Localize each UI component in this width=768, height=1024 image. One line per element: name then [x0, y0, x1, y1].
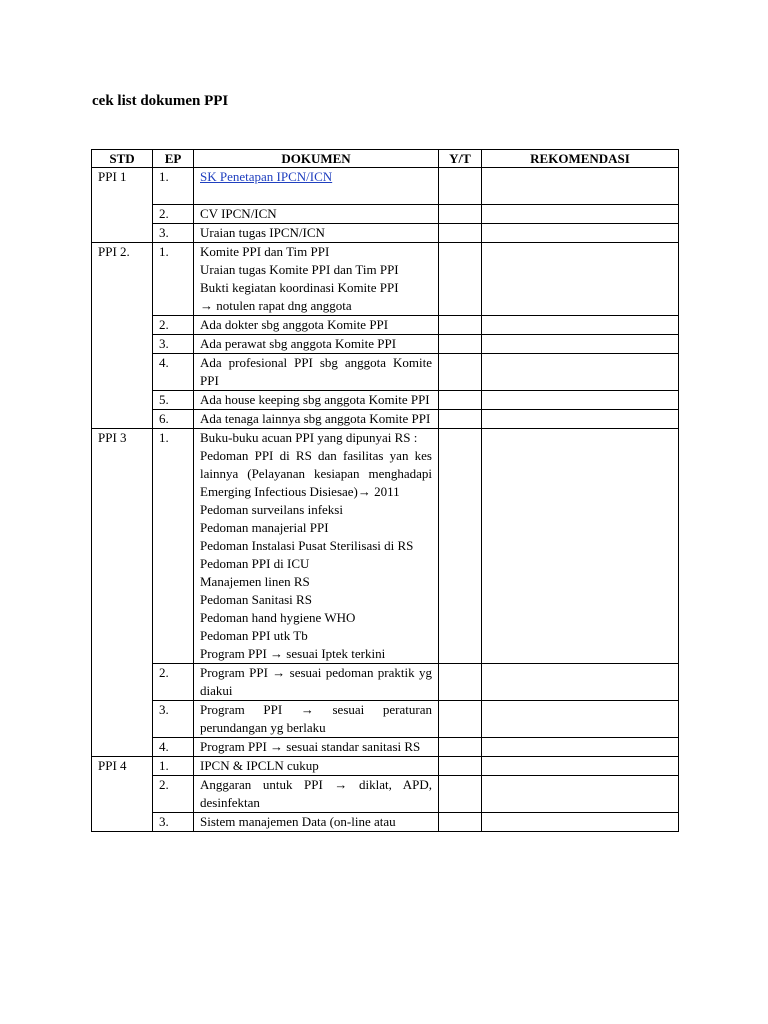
dokumen-cell	[194, 410, 439, 429]
table-row	[92, 224, 679, 243]
dokumen-cell	[194, 429, 439, 664]
table-row	[92, 429, 679, 664]
ep-cell: 1.	[153, 757, 194, 776]
dokumen-line: Uraian tugas Komite PPI dan Tim PPI	[200, 262, 399, 277]
dokumen-cell	[194, 738, 439, 757]
dokumen-line: Pedoman hand hygiene WHO	[200, 610, 356, 625]
header-yt: Y/T	[439, 150, 482, 168]
table-row	[92, 738, 679, 757]
yt-cell[interactable]	[439, 776, 482, 813]
rekomendasi-cell[interactable]	[482, 391, 679, 410]
rekomendasi-cell[interactable]	[482, 224, 679, 243]
dokumen-line: Program PPI → sesuai Iptek terkini	[200, 646, 386, 661]
rekomendasi-cell[interactable]	[482, 316, 679, 335]
dokumen-line: Anggaran untuk PPI → diklat, APD, desinfektan	[200, 777, 432, 810]
dokumen-line: Pedoman Instalasi Pusat Sterilisasi di RS	[200, 538, 414, 553]
dokumen-cell	[194, 664, 439, 701]
table-row	[92, 701, 679, 738]
page-title: cek list dokumen PPI	[92, 93, 229, 109]
ep-cell: 2.	[153, 316, 194, 335]
dokumen-cell	[194, 776, 439, 813]
dokumen-cell	[194, 757, 439, 776]
table-row	[92, 243, 679, 316]
table-row	[92, 757, 679, 776]
dokumen-line: Pedoman manajerial PPI	[200, 520, 329, 535]
ep-cell: 3.	[153, 335, 194, 354]
yt-cell[interactable]	[439, 429, 482, 664]
ep-cell: 4.	[153, 738, 194, 757]
table-row	[92, 168, 679, 205]
yt-cell[interactable]	[439, 813, 482, 832]
yt-cell[interactable]	[439, 410, 482, 429]
checklist-table	[91, 149, 679, 832]
table-row	[92, 410, 679, 429]
yt-cell[interactable]	[439, 205, 482, 224]
ep-cell: 3.	[153, 813, 194, 832]
dokumen-line: Pedoman surveilans infeksi	[200, 502, 343, 517]
dokumen-line: Pedoman PPI di ICU	[200, 556, 310, 571]
ep-cell: 2.	[153, 664, 194, 701]
ep-cell: 3.	[153, 224, 194, 243]
dokumen-cell	[194, 335, 439, 354]
yt-cell[interactable]	[439, 316, 482, 335]
ep-cell: 3.	[153, 701, 194, 738]
dokumen-cell	[194, 354, 439, 391]
table-row	[92, 354, 679, 391]
yt-cell[interactable]	[439, 701, 482, 738]
table-row	[92, 316, 679, 335]
rekomendasi-cell[interactable]	[482, 429, 679, 664]
header-dokumen: DOKUMEN	[194, 150, 439, 168]
std-cell: PPI 1	[92, 168, 153, 243]
table-row	[92, 205, 679, 224]
dokumen-cell	[194, 168, 439, 205]
dokumen-line: Komite PPI dan Tim PPI	[200, 244, 330, 259]
header-rekomendasi: REKOMENDASI	[482, 150, 679, 168]
dokumen-cell	[194, 316, 439, 335]
dokumen-cell	[194, 701, 439, 738]
dokumen-line: Uraian tugas IPCN/ICN	[200, 225, 325, 240]
dokumen-line: Ada perawat sbg anggota Komite PPI	[200, 336, 397, 351]
rekomendasi-cell[interactable]	[482, 757, 679, 776]
rekomendasi-cell[interactable]	[482, 354, 679, 391]
table-row	[92, 335, 679, 354]
yt-cell[interactable]	[439, 243, 482, 316]
yt-cell[interactable]	[439, 391, 482, 410]
table-row	[92, 391, 679, 410]
dokumen-cell	[194, 813, 439, 832]
yt-cell[interactable]	[439, 664, 482, 701]
ep-cell: 5.	[153, 391, 194, 410]
dokumen-cell	[194, 224, 439, 243]
dokumen-cell	[194, 205, 439, 224]
rekomendasi-cell[interactable]	[482, 701, 679, 738]
dokumen-line: Ada house keeping sbg anggota Komite PPI	[200, 392, 430, 407]
ep-cell: 2.	[153, 205, 194, 224]
dokumen-line: CV IPCN/ICN	[200, 206, 277, 221]
rekomendasi-cell[interactable]	[482, 664, 679, 701]
yt-cell[interactable]	[439, 757, 482, 776]
ep-cell: 2.	[153, 776, 194, 813]
rekomendasi-cell[interactable]	[482, 410, 679, 429]
yt-cell[interactable]	[439, 224, 482, 243]
dokumen-line: Manajemen linen RS	[200, 574, 310, 589]
rekomendasi-cell[interactable]	[482, 335, 679, 354]
yt-cell[interactable]	[439, 335, 482, 354]
table-row	[92, 664, 679, 701]
dokumen-link[interactable]: SK Penetapan IPCN/ICN	[200, 169, 333, 184]
std-cell: PPI 2.	[92, 243, 153, 429]
dokumen-line: IPCN & IPCLN cukup	[200, 758, 319, 773]
ep-cell: 4.	[153, 354, 194, 391]
yt-cell[interactable]	[439, 738, 482, 757]
yt-cell[interactable]	[439, 354, 482, 391]
dokumen-line: → notulen rapat dng anggota	[200, 298, 352, 313]
ep-cell: 1.	[153, 168, 194, 205]
dokumen-line: Pedoman Sanitasi RS	[200, 592, 312, 607]
dokumen-line: Pedoman PPI utk Tb	[200, 628, 308, 643]
rekomendasi-cell[interactable]	[482, 813, 679, 832]
header-ep: EP	[153, 150, 194, 168]
rekomendasi-cell[interactable]	[482, 205, 679, 224]
dokumen-line: Program PPI → sesuai pedoman praktik yg diakui	[200, 665, 432, 698]
rekomendasi-cell[interactable]	[482, 168, 679, 205]
dokumen-line: Buku-buku acuan PPI yang dipunyai RS :	[200, 430, 418, 445]
dokumen-line: Sistem manajemen Data (on-line atau	[200, 814, 396, 829]
dokumen-line: Ada profesional PPI sbg anggota Komite PPI	[200, 355, 432, 388]
ep-cell: 1.	[153, 243, 194, 316]
cell-spacer	[200, 186, 432, 204]
rekomendasi-cell[interactable]	[482, 243, 679, 316]
dokumen-line: Bukti kegiatan koordinasi Komite PPI	[200, 280, 399, 295]
std-cell: PPI 3	[92, 429, 153, 757]
table-row	[92, 776, 679, 813]
ep-cell: 6.	[153, 410, 194, 429]
rekomendasi-cell[interactable]	[482, 776, 679, 813]
table-header-row	[92, 150, 679, 168]
ep-cell: 1.	[153, 429, 194, 664]
dokumen-cell	[194, 243, 439, 316]
header-std: STD	[92, 150, 153, 168]
dokumen-line: Pedoman PPI di RS dan fasilitas yan kes lainnya (Pelayanan kesiapan menghadapi Emerging Infectious Disiesae)→ 2011	[200, 448, 432, 499]
std-cell: PPI 4	[92, 757, 153, 832]
dokumen-line: Ada tenaga lainnya sbg anggota Komite PPI	[200, 411, 431, 426]
dokumen-line: Program PPI → sesuai peraturan perundangan yg berlaku	[200, 702, 432, 735]
yt-cell[interactable]	[439, 168, 482, 205]
rekomendasi-cell[interactable]	[482, 738, 679, 757]
dokumen-line: Ada dokter sbg anggota Komite PPI	[200, 317, 389, 332]
dokumen-cell	[194, 391, 439, 410]
dokumen-line: Program PPI → sesuai standar sanitasi RS	[200, 739, 421, 754]
table-row	[92, 813, 679, 832]
